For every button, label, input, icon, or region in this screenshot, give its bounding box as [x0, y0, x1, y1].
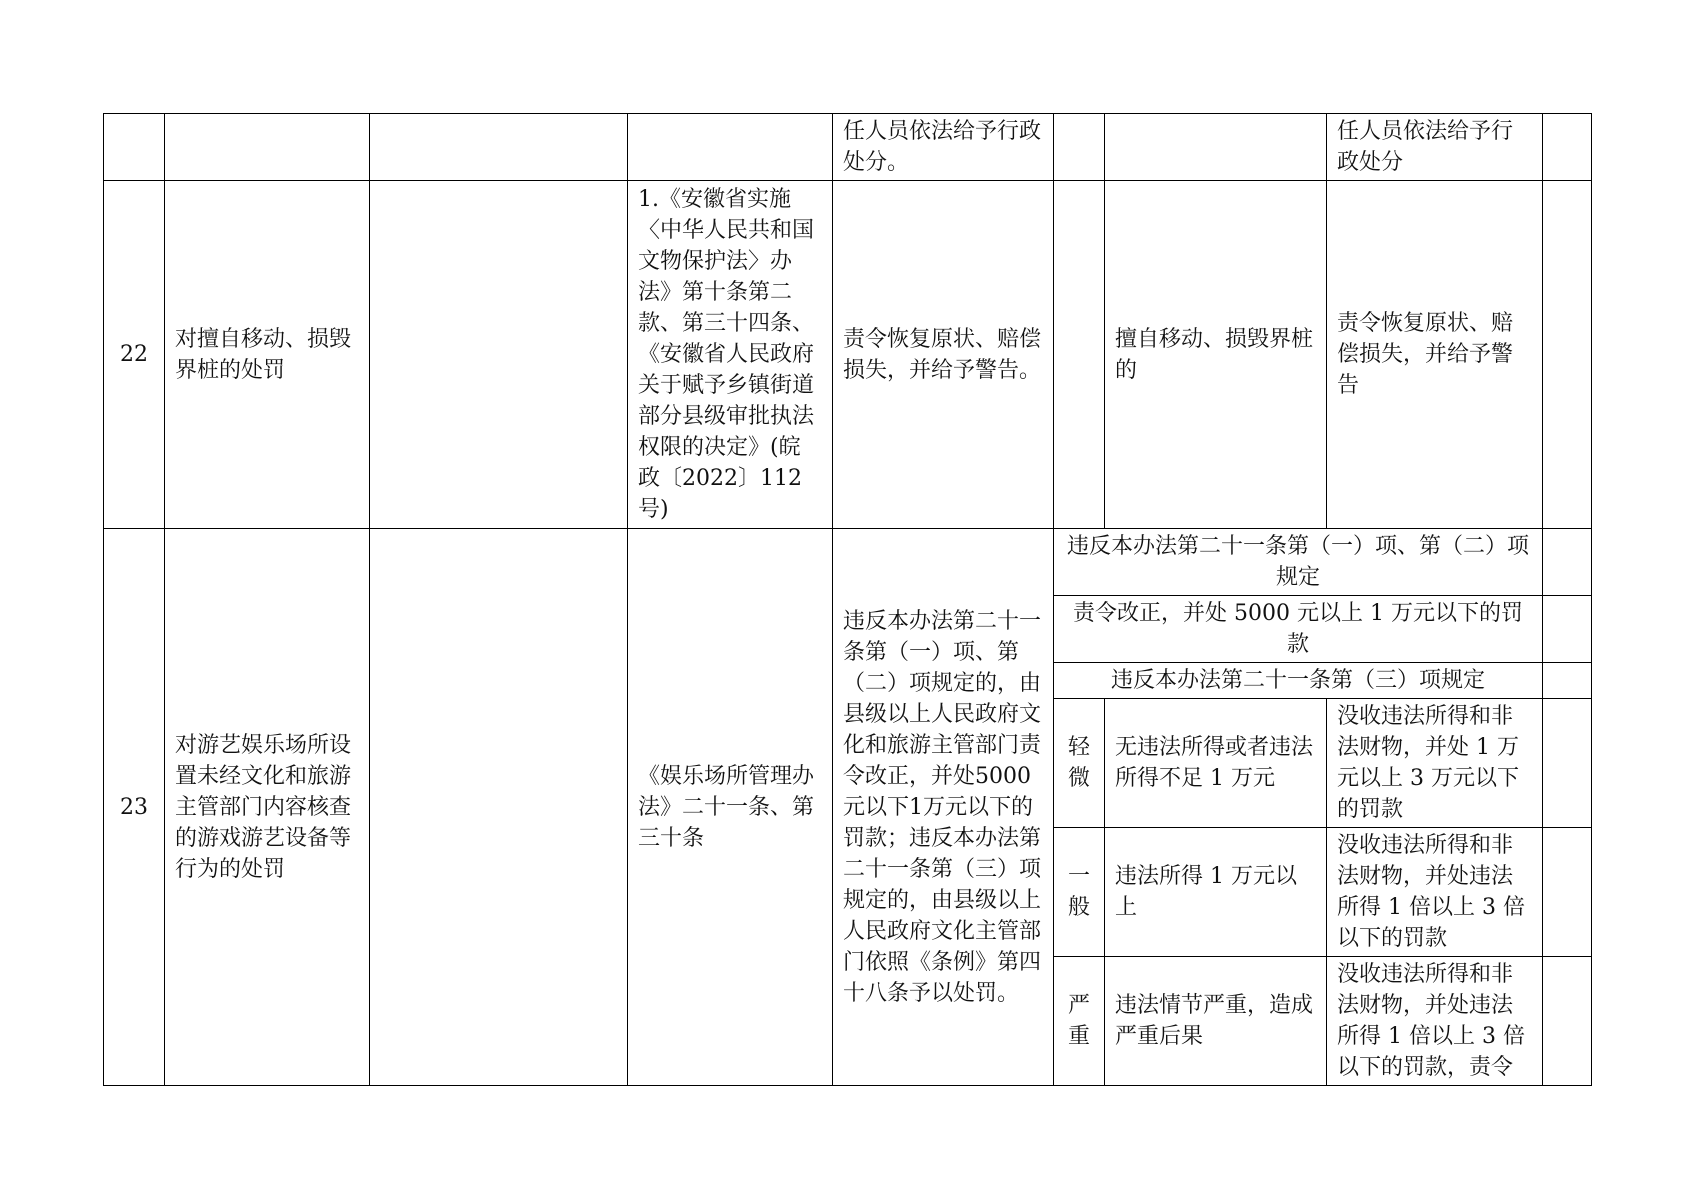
row-number: 22: [104, 181, 165, 529]
cell-level: [1054, 181, 1105, 529]
cell-blank: [370, 529, 628, 1086]
penalty-provision: 违反本办法第二十一条第（一）项、第（二）项规定的，由县级以上人民政府文化和旅游主管部门责令改正，并处5000元以下1万元以下的罚款；违反本办法第二十一条第（三）项规定的，由县级以上人民政府文化主管部门依照《条例》第四十八条予以处罚。: [833, 529, 1054, 1086]
violation-circumstance: 擅自移动、损毁界桩的: [1105, 181, 1327, 529]
penalty-standard: 没收违法所得和非法财物，并处违法所得 1 倍以上 3 倍以下的罚款: [1327, 828, 1543, 957]
violation-circumstance: 无违法所得或者违法所得不足 1 万元: [1105, 699, 1327, 828]
penalty-standard: 没收违法所得和非法财物，并处 1 万元以上 3 万元以下的罚款: [1327, 699, 1543, 828]
table-row-continuation: [104, 114, 1592, 181]
legal-basis: 《娱乐场所管理办法》二十一条、第三十条: [628, 529, 833, 1086]
cell-provision: 任人员依法给予行政处分。: [833, 114, 1054, 181]
cell-remark: [1543, 663, 1592, 699]
legal-basis: 1.《安徽省实施〈中华人民共和国文物保护法〉办法》第十条第二款、第三十四条、《安徽省人民政府关于赋予乡镇街道部分县级审批执法权限的决定》(皖政〔2022〕112 号): [628, 181, 833, 529]
penalty-standard: 责令恢复原状、赔偿损失，并给予警告: [1327, 181, 1543, 529]
level-label: 一般: [1054, 828, 1105, 957]
cell-remark: [1543, 114, 1592, 181]
sub-header-2: 违反本办法第二十一条第（三）项规定: [1054, 663, 1543, 699]
violation-circumstance: 违法所得 1 万元以上: [1105, 828, 1327, 957]
cell-remark: [1543, 828, 1592, 957]
cell-remark: [1543, 596, 1592, 663]
violation-circumstance: 违法情节严重，造成严重后果: [1105, 957, 1327, 1086]
penalty-provision: 责令恢复原状、赔偿损失，并给予警告。: [833, 181, 1054, 529]
cell-basis: [628, 114, 833, 181]
cell-remark: [1543, 957, 1592, 1086]
cell-blank: [370, 181, 628, 529]
penalty-table: [103, 113, 1592, 1086]
cell-item: [165, 114, 370, 181]
cell-level: [1054, 114, 1105, 181]
penalty-item: 对游艺娱乐场所设置未经文化和旅游主管部门内容核查的游戏游艺设备等行为的处罚: [165, 529, 370, 1086]
sub-header-1: 违反本办法第二十一条第（一）项、第（二）项规定: [1054, 529, 1543, 596]
row-number: 23: [104, 529, 165, 1086]
penalty-item: 对擅自移动、损毁界桩的处罚: [165, 181, 370, 529]
level-label: 轻微: [1054, 699, 1105, 828]
cell-blank: [370, 114, 628, 181]
level-label: 严重: [1054, 957, 1105, 1086]
cell-standard: 任人员依法给予行政处分: [1327, 114, 1543, 181]
penalty-standard: 没收违法所得和非法财物，并处违法所得 1 倍以上 3 倍以下的罚款，责令: [1327, 957, 1543, 1086]
cell-remark: [1543, 181, 1592, 529]
cell-remark: [1543, 529, 1592, 596]
table-row-22: [104, 181, 1592, 529]
table-row-23: [104, 529, 1592, 596]
cell-num: [104, 114, 165, 181]
sub-result-1: 责令改正，并处 5000 元以上 1 万元以下的罚款: [1054, 596, 1543, 663]
cell-remark: [1543, 699, 1592, 828]
cell-circumstance: [1105, 114, 1327, 181]
